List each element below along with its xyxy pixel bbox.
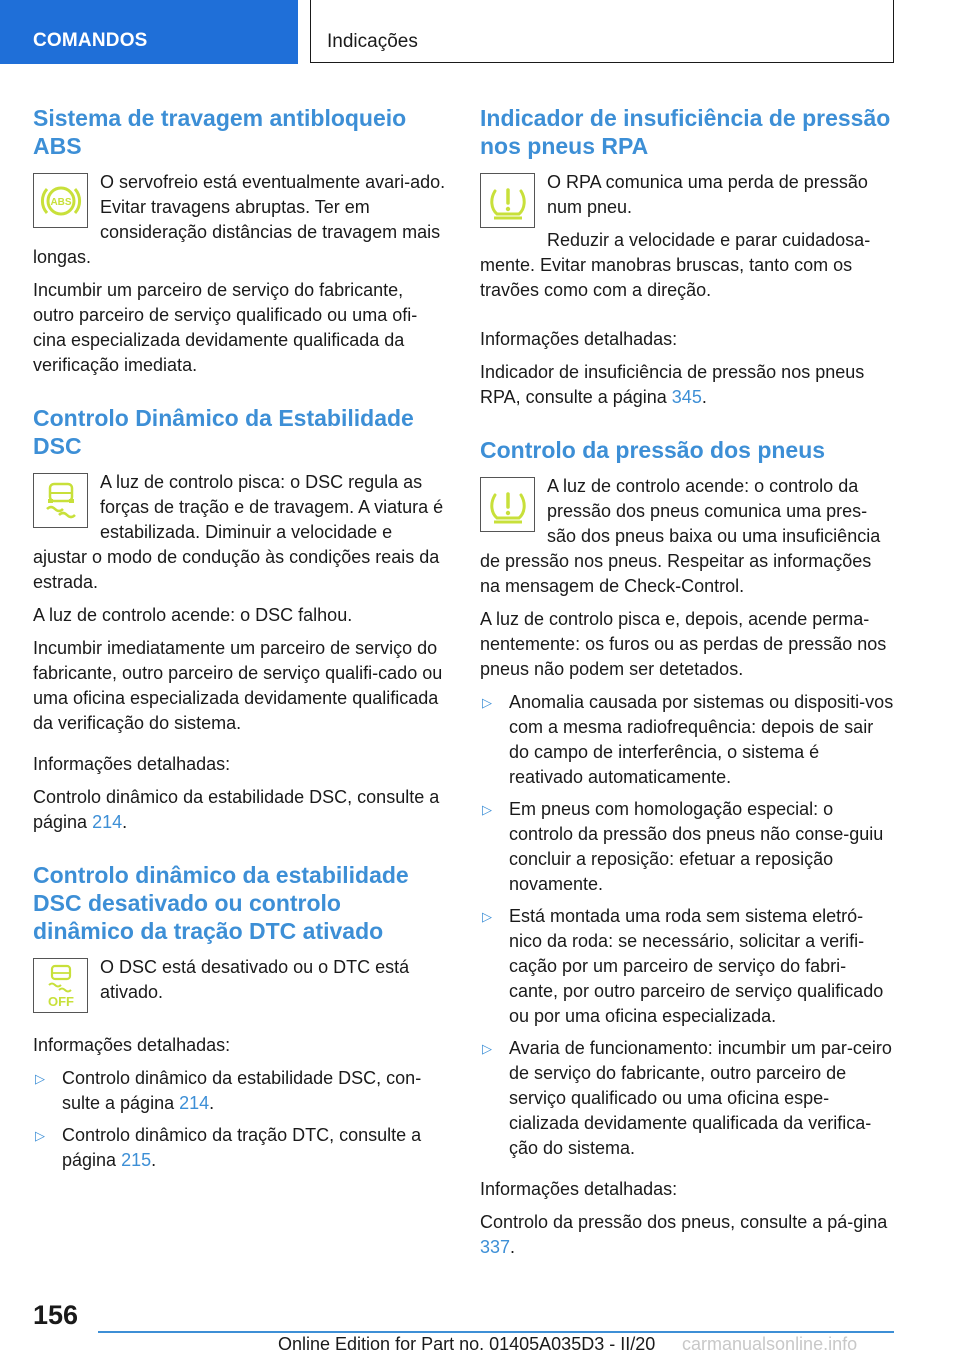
list-item: ▷ Avaria de funcionamento: incumbir um par-ceiro de serviço do fabricante, outro parceiro de serviço qualificado ou uma oficina espe-cializada devidamente qualificada da verifica-ção do sistema. [482, 1038, 892, 1158]
edition-footer: Online Edition for Part no. 01405A035D3 - II/20 [278, 1334, 656, 1354]
bullet-triangle-icon: ▷ [35, 1071, 45, 1086]
bullet-triangle-icon: ▷ [482, 909, 492, 924]
dsc-off-heading: Controlo dinâmico da estabilidade DSC desativado ou controlo dinâmico da tração DTC ativado [33, 862, 409, 944]
svg-text:ABS: ABS [49, 196, 72, 208]
rpa-reference: Indicador de insuficiência de pressão nos pneus RPA, consulte a página 345. [480, 362, 865, 407]
list-item: ▷ Está montada uma roda sem sistema eletró-nico da roda: se necessário, solicitar a verifi-cação por um parceiro de serviço do fabri-cante, por outro parceiro de serviço qualificado ou por uma oficina especializada. [482, 906, 884, 1026]
abs-paragraph-2: Incumbir um parceiro de serviço do fabricante, outro parceiro de serviço qualificado ou uma ofi-cina especializada devidamente qualificada da verificação imediata. [33, 280, 418, 375]
tpm-heading: Controlo da pressão dos pneus [480, 437, 826, 463]
rpa-page-link[interactable]: 345 [671, 387, 702, 407]
tire-pressure-monitor-icon [480, 477, 535, 532]
subsection-label: Indicações [327, 31, 418, 52]
dsc-paragraph-1: A luz de controlo pisca: o DSC regula as forças de tração e de travagem. A viatura é estabilizada. Diminuir a velocidade e ajustar o modo de condução às condições reais da estrada. [33, 472, 444, 592]
dsc-off-reference-list [33, 1066, 447, 1173]
list-item: ▷ Anomalia causada por sistemas ou dispositi-vos com a mesma radiofrequência: depois de sair do campo de interferência, o sistema é reativado automaticamente. [482, 692, 894, 787]
watermark: carmanualsonline.info [682, 1334, 858, 1354]
dsc-paragraph-3: Incumbir imediatamente um parceiro de serviço do fabricante, outro parceiro de serviço qualifi-cado ou uma oficina especializada devidamente qualificada da verificação do sistema. [33, 638, 443, 733]
section-tab [0, 0, 298, 64]
footer-divider [98, 1331, 894, 1333]
section-tab-label: COMANDOS [33, 30, 148, 51]
left-column [33, 100, 447, 1181]
bullet-triangle-icon: ▷ [482, 802, 492, 817]
abs-paragraph-1: O servofreio está eventualmente avari-ado. Evitar travagens abruptas. Ter em consideração distâncias de travagem mais longas. [33, 172, 446, 267]
bullet-triangle-icon: ▷ [482, 1041, 492, 1056]
dsc-page-link-2[interactable]: 214 [179, 1093, 210, 1113]
rpa-heading: Indicador de insuficiência de pressão nos pneus RPA [480, 105, 891, 159]
dsc-paragraph-2: A luz de controlo acende: o DSC falhou. [33, 605, 353, 625]
subsection-header [310, 0, 894, 63]
tpm-paragraph-1: A luz de controlo acende: o controlo da pressão dos pneus comunica uma pres-são dos pneus baixa ou uma insuficiência de pressão nos pneus. Respeitar as informações na mensagem de Check-Control. [480, 476, 881, 596]
dsc-skid-car-icon [33, 473, 88, 528]
abs-heading: Sistema de travagem antibloqueio ABS [33, 105, 407, 159]
tpm-info-label: Informações detalhadas: [480, 1179, 678, 1199]
rpa-paragraph-2: Reduzir a velocidade e parar cuidadosa-mente. Evitar manobras bruscas, tanto com os travões como com a direção. [480, 230, 871, 300]
tpm-cases-list [480, 690, 894, 1161]
tpm-paragraph-2: A luz de controlo pisca e, depois, acende perma-nentemente: os furos ou as perdas de pressão nos pneus não podem ser detetados. [480, 609, 887, 679]
list-item: ▷ Controlo dinâmico da tração DTC, consulte a página 215. [35, 1125, 422, 1170]
rpa-paragraph-1: O RPA comunica uma perda de pressão num pneu. [547, 172, 868, 217]
dtc-page-link[interactable]: 215 [121, 1150, 152, 1170]
list-item: ▷ Controlo dinâmico da estabilidade DSC, con-sulte a página 214. [35, 1068, 422, 1113]
dsc-heading: Controlo Dinâmico da Estabilidade DSC [33, 405, 414, 459]
bullet-triangle-icon: ▷ [35, 1128, 45, 1143]
tpm-reference: Controlo da pressão dos pneus, consulte a pá-gina 337. [480, 1212, 888, 1257]
list-item: ▷ Em pneus com homologação especial: o controlo da pressão dos pneus não conse-guiu concluir a reposição: efetuar a reposição novamente. [482, 799, 884, 894]
right-column [480, 100, 894, 1268]
dsc-reference: Controlo dinâmico da estabilidade DSC, consulte a página 214. [33, 787, 440, 832]
dsc-page-link[interactable]: 214 [92, 812, 123, 832]
svg-text:OFF: OFF [47, 993, 74, 1009]
page-number: 156 [33, 1300, 79, 1330]
tire-pressure-warning-icon [480, 173, 535, 228]
dsc-off-paragraph-1: O DSC está desativado ou o DTC está ativado. [100, 957, 410, 1002]
dsc-info-label: Informações detalhadas: [33, 754, 231, 774]
abs-warning-icon [33, 173, 88, 228]
dsc-off-icon [33, 958, 88, 1013]
tpm-page-link[interactable]: 337 [480, 1237, 511, 1257]
rpa-info-label: Informações detalhadas: [480, 329, 678, 349]
bullet-triangle-icon: ▷ [482, 695, 492, 710]
dsc-off-info-label: Informações detalhadas: [33, 1035, 231, 1055]
